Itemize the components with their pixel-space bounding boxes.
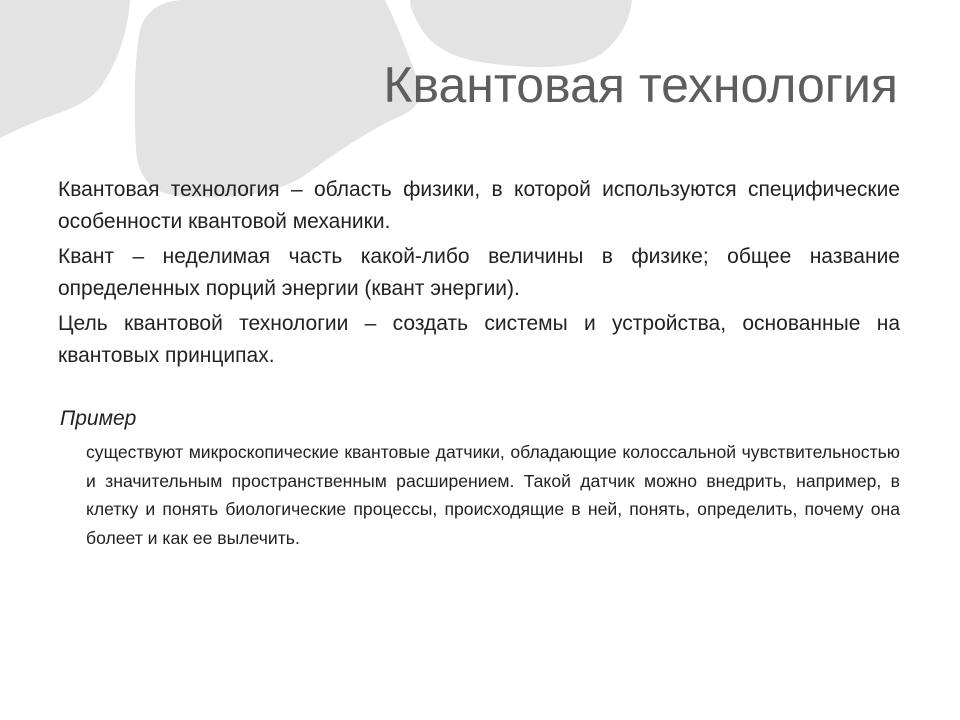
example-heading: Пример (60, 407, 137, 430)
example-text: существуют микроскопические квантовые датчики, обладающие колоссальной чувствительностью и значительным пространственным расширением. Такой датчик можно внедрить, например, в клетку и понять биологические процессы, происходящие в ней, понять, определить, почему она болеет и как ее вылечить. (86, 442, 900, 548)
definition-paragraph: Квантовая технология – область физики, в которой используются специфические особенности квантовой механики. (58, 178, 900, 233)
quantum-definition-paragraph: Квант – неделимая часть какой-либо величины в физике; общее название определенных порций энергии (квант энергии). (58, 245, 900, 300)
slide-body (58, 174, 900, 375)
slide-title: Квантовая технология (383, 57, 898, 113)
goal-paragraph: Цель квантовой технологии – создать системы и устройства, основанные на квантовых принципах. (58, 312, 900, 367)
